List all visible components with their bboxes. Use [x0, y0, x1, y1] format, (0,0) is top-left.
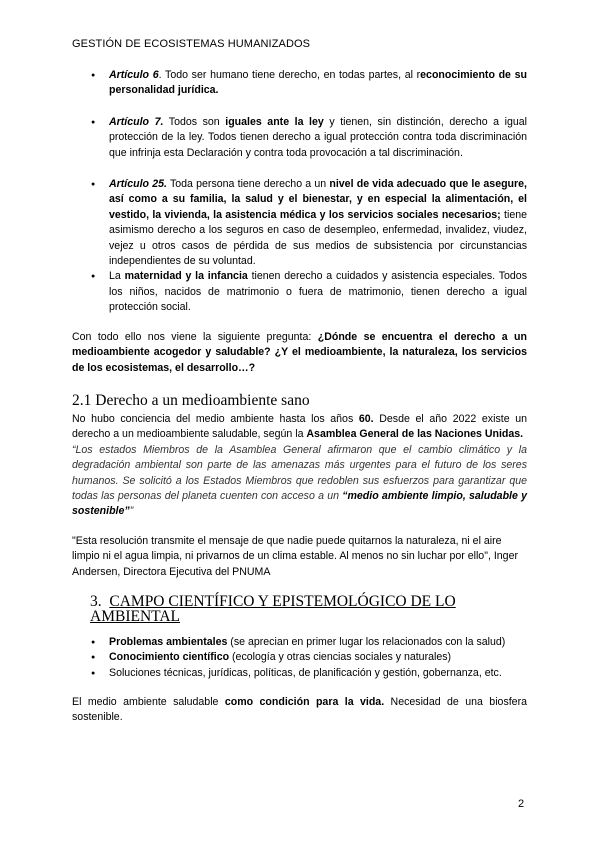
- articles-list: [72, 68, 527, 316]
- list-item-article-7: ● Artículo 7. Todos son iguales ante la ley y tienen, sin distinción, derecho a igual protección de la ley. Todos tienen derecho a igual protección contra toda discriminación que infrinja esta Declaración y contra toda provocación a tal discriminación.: [109, 115, 527, 161]
- list-item-soluciones: ● Soluciones técnicas, jurídicas, políticas, de planificación y gestión, gobernanza, etc.: [109, 666, 527, 681]
- list-item-article-25: ● Artículo 25. Toda persona tiene derecho a un nivel de vida adecuado que le asegure, así como a su familia, la salud y el bienestar, y en especial la alimentación, el vestido, la vivienda, la asistencia médica y los servicios sociales necesarios; tiene asimismo derecho a los seguros en caso de desempleo, enfermedad, invalidez, viudez, vejez u otros casos de pérdida de sus medios de subsistencia por circunstancias independientes de su voluntad.: [109, 177, 527, 269]
- un-quote: “Los estados Miembros de la Asamblea General afirmaron que el cambio climático y la degradación ambiental son parte de las amenazas más urgentes para el futuro de los seres humanos. Se solicitó a los Estados Miembros que redoblen sus esfuerzos para garantizar que todas las personas del planeta cuenten con acceso a un “medio ambiente limpio, saludable y sostenible””: [72, 443, 527, 518]
- page-content: [72, 68, 527, 726]
- section-2-1-heading: 2.1 Derecho a un medioambiente sano: [72, 391, 310, 409]
- list-item-article-6: ● Artículo 6. Todo ser humano tiene derecho, en todas partes, al reconocimiento de su personalidad jurídica.: [109, 68, 527, 99]
- question-paragraph: Con todo ello nos viene la siguiente pregunta: ¿Dónde se encuentra el derecho a un medioambiente acogedor y saludable? ¿Y el medioambiente, la naturaleza, los servicios de los ecosistemas, el desarrollo…?: [72, 330, 527, 374]
- andersen-quote: "Esta resolución transmite el mensaje de que nadie puede quitarnos la naturaleza, ni el aire limpio ni el agua limpia, ni privarnos de un clima estable. Al menos no sin luchar por ello", Inger Andersen, Directora Ejecutiva del PNUMA: [72, 534, 518, 578]
- section-3-heading: 3. CAMPO CIENTÍFICO Y EPISTEMOLÓGICO DE LO AMBIENTAL: [90, 592, 456, 626]
- list-item-problemas: ● Problemas ambientales (se aprecian en primer lugar los relacionados con la salud): [109, 635, 527, 650]
- section-2-1-paragraph: No hubo conciencia del medio ambiente hasta los años 60. Desde el año 2022 existe un derecho a un medioambiente saludable, según la Asamblea General de las Naciones Unidas.: [72, 412, 528, 441]
- list-item-conocimiento: ● Conocimiento científico (ecología y otras ciencias sociales y naturales): [109, 650, 527, 665]
- list-item-maternidad: ● La maternidad y la infancia tienen derecho a cuidados y asistencia especiales. Todos los niños, nacidos de matrimonio o fuera de matrimonio, tienen derecho a igual protección social.: [109, 269, 527, 315]
- page-header: GESTIÓN DE ECOSISTEMAS HUMANIZADOS: [72, 38, 311, 50]
- section-3-list: [72, 635, 527, 681]
- final-paragraph: El medio ambiente saludable como condición para la vida. Necesidad de una biosfera sostenible.: [72, 696, 527, 724]
- page-number: 2: [518, 798, 525, 810]
